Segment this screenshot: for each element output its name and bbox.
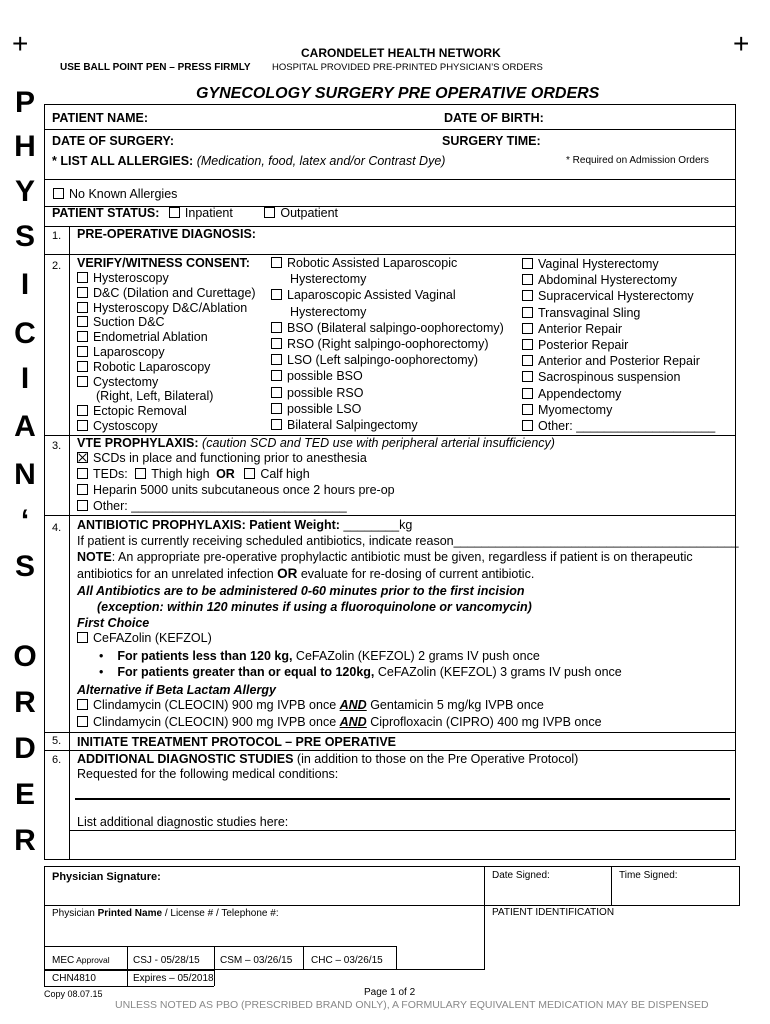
note-line-1: NOTE: An appropriate pre-operative prophylactic antibiotic must be given, regardless if patient is on therapeutic [77, 550, 693, 564]
consent-option[interactable] [271, 418, 418, 433]
consent-option-label: Sacrospinous suspension [538, 370, 681, 385]
required-note: * Required on Admission Orders [566, 155, 709, 166]
checkbox[interactable] [77, 302, 88, 313]
consent-option-label: (Right, Left, Bilateral) [96, 389, 214, 404]
clindamycin-cipro-option[interactable]: Clindamycin (CLEOCIN) 900 mg IVPB once AND Ciprofloxacin (CIPRO) 400 mg IVPB once [77, 715, 602, 730]
ted-option[interactable]: TEDs: Thigh high OR Calf high [77, 467, 310, 482]
date-signed-label: Date Signed: [492, 870, 550, 881]
printed-name-label: Physician Printed Name / License # / Telephone #: [52, 908, 279, 919]
consent-option-label: possible LSO [287, 401, 362, 416]
side-letter: S [14, 550, 35, 583]
checkbox[interactable] [244, 468, 255, 479]
pen-note: USE BALL POINT PEN – PRESS FIRMLY [60, 62, 251, 73]
status-outpatient[interactable]: Outpatient [264, 206, 338, 220]
consent-option[interactable] [522, 289, 694, 304]
consent-option[interactable] [522, 273, 677, 288]
dob-label: DATE OF BIRTH: [444, 111, 544, 125]
checkbox[interactable] [169, 207, 180, 218]
consent-option[interactable] [271, 386, 363, 401]
consent-option[interactable] [271, 369, 363, 384]
checkbox[interactable] [271, 419, 282, 430]
section-1-title: PRE-OPERATIVE DIAGNOSIS: [77, 227, 256, 241]
section-1-num: 1. [52, 230, 62, 242]
consent-option-label: Robotic Laparoscopy [93, 359, 211, 374]
checkbox[interactable] [77, 361, 88, 372]
side-letter: D [14, 732, 36, 765]
vte-other-option[interactable]: Other: _______________________________ [77, 499, 347, 514]
checkbox[interactable] [522, 290, 533, 301]
checkbox[interactable] [77, 420, 88, 431]
checkbox[interactable] [77, 484, 88, 495]
crop-mark-right: + [733, 28, 750, 59]
surgery-time-label: SURGERY TIME: [442, 134, 541, 148]
checkbox[interactable] [522, 388, 533, 399]
side-letter: P [14, 86, 35, 119]
consent-option[interactable] [77, 286, 256, 301]
note-line-2: antibiotics for an unrelated infection OR evaluate for re-dosing of current antibiotic. [77, 566, 535, 581]
checkbox[interactable] [271, 387, 282, 398]
consent-option-label: Hysterectomy [290, 272, 367, 287]
consent-option[interactable] [522, 257, 659, 272]
consent-option[interactable] [77, 301, 247, 316]
side-letter: H [14, 130, 36, 163]
heparin-option[interactable]: Heparin 5000 units subcutaneous once 2 hours pre-op [77, 483, 395, 498]
consent-option-label: Cystectomy [93, 374, 159, 389]
consent-option [77, 389, 213, 404]
consent-option[interactable] [77, 360, 210, 375]
consent-option [271, 272, 366, 287]
preprinted-note: HOSPITAL PROVIDED PRE-PRINTED PHYSICIAN’S ORDERS [272, 62, 543, 73]
consent-option[interactable] [77, 419, 158, 434]
cefazolin-bullet-2: • For patients greater than or equal to 120kg, CeFAZolin (KEFZOL) 3 grams IV push once [99, 665, 622, 679]
checkbox[interactable] [271, 338, 282, 349]
side-letter: E [14, 778, 35, 811]
consent-option[interactable] [271, 288, 456, 303]
section-3-num: 3. [52, 440, 62, 452]
consent-option[interactable] [77, 404, 187, 419]
physician-signature-label: Physician Signature: [52, 871, 161, 883]
checkbox[interactable] [271, 289, 282, 300]
copy-date: Copy 08.07.15 [44, 989, 103, 999]
mec-approval: MEC Approval [52, 955, 110, 966]
cefazolin-bullet-1: • For patients less than 120 kg, CeFAZolin (KEFZOL) 2 grams IV push once [99, 649, 540, 663]
consent-option[interactable] [77, 345, 165, 360]
checkbox[interactable] [522, 274, 533, 285]
checkbox[interactable] [53, 188, 64, 199]
consent-option-label: Vaginal Hysterectomy [538, 257, 659, 271]
side-letter: ‘ [20, 504, 30, 537]
consent-option-label: Hysterectomy [290, 304, 367, 319]
checkbox[interactable] [77, 500, 88, 511]
checkbox[interactable] [522, 323, 533, 334]
formulary-disclaimer: UNLESS NOTED AS PBO (PRESCRIBED BRAND ONLY), A FORMULARY EQUIVALENT MEDICATION MAY BE DISPENSED [115, 999, 709, 1011]
crop-mark-left: + [12, 28, 29, 59]
clindamycin-gentamicin-option[interactable]: Clindamycin (CLEOCIN) 900 mg IVPB once AND Gentamicin 5 mg/kg IVPB once [77, 698, 544, 713]
section-5-num: 5. [52, 735, 62, 747]
first-choice-label: First Choice [77, 616, 150, 630]
checkbox[interactable] [522, 339, 533, 350]
no-known-allergies[interactable]: No Known Allergies [53, 187, 177, 202]
consent-option[interactable] [77, 330, 208, 345]
side-letter: Y [14, 175, 35, 208]
side-letter: N [14, 458, 36, 491]
checkbox[interactable] [77, 716, 88, 727]
checkbox[interactable] [77, 632, 88, 643]
side-letter: R [14, 824, 36, 857]
consent-option-label: D&C (Dilation and Curettage) [93, 285, 256, 300]
consent-option-label: Ectopic Removal [93, 404, 187, 419]
section-5-title: INITIATE TREATMENT PROTOCOL – PRE OPERATIVE [77, 735, 397, 749]
consent-option[interactable] [77, 375, 158, 390]
checkbox[interactable] [77, 331, 88, 342]
network-name: CARONDELET HEALTH NETWORK [301, 46, 501, 60]
checkbox-checked[interactable] [77, 452, 88, 463]
checkbox[interactable] [522, 371, 533, 382]
time-signed-label: Time Signed: [619, 870, 678, 881]
checkbox[interactable] [522, 258, 533, 269]
csm-approval: CSM – 03/26/15 [220, 955, 293, 966]
checkbox[interactable] [77, 468, 88, 479]
checkbox[interactable] [77, 316, 88, 327]
csj-approval: CSJ - 05/28/15 [133, 955, 200, 966]
form-title: GYNECOLOGY SURGERY PRE OPERATIVE ORDERS [196, 85, 600, 102]
cefazolin-option[interactable]: CeFAZolin (KEFZOL) [77, 631, 212, 646]
section-6-num: 6. [52, 754, 62, 766]
status-inpatient[interactable]: Inpatient [169, 206, 233, 220]
consent-option-label: Supracervical Hysterectomy [538, 289, 694, 304]
checkbox[interactable] [271, 257, 282, 268]
checkbox[interactable] [77, 272, 88, 283]
consent-option[interactable] [522, 370, 680, 385]
consent-option-label: Laparoscopy [93, 345, 165, 359]
side-letter: C [14, 317, 36, 350]
consent-option-label: Laparoscopic Assisted Vaginal [287, 288, 456, 303]
side-letter: I [20, 362, 30, 395]
consent-option[interactable] [522, 338, 628, 353]
consent-option[interactable] [271, 353, 478, 368]
side-letter: R [14, 686, 36, 719]
consent-option[interactable] [271, 256, 457, 271]
side-letter: I [20, 268, 30, 301]
side-letter: S [14, 220, 35, 253]
consent-option-label: LSO (Left salpingo-oophorectomy) [287, 353, 479, 368]
consent-option[interactable] [77, 271, 169, 286]
checkbox[interactable] [77, 376, 88, 387]
consent-option-label: Cystoscopy [93, 419, 158, 433]
page-indicator: Page 1 of 2 [364, 987, 416, 998]
checkbox[interactable] [522, 307, 533, 318]
checkbox[interactable] [271, 370, 282, 381]
section-3-title-row: VTE PROPHYLAXIS: (caution SCD and TED use with peripheral arterial insufficiency) [77, 436, 555, 450]
section-4-title-row: ANTIBIOTIC PROPHYLAXIS: Patient Weight: ________kg [77, 518, 413, 532]
consent-option-label: possible RSO [287, 385, 364, 400]
section-6-title-row: ADDITIONAL DIAGNOSTIC STUDIES (in addition to those on the Pre Operative Protocol) [77, 752, 579, 766]
expires-date: Expires – 05/2018 [133, 973, 214, 984]
checkbox[interactable] [271, 354, 282, 365]
current-antibiotics: If patient is currently receiving scheduled antibiotics, indicate reason_________________________________________ [77, 534, 739, 548]
consent-option-label: Myomectomy [538, 402, 613, 417]
consent-option[interactable] [522, 354, 700, 369]
consent-option-label: Abdominal Hysterectomy [538, 273, 677, 288]
consent-option-label: Robotic Assisted Laparoscopic [287, 256, 458, 270]
checkbox[interactable] [522, 355, 533, 366]
consent-option[interactable] [522, 403, 612, 418]
patient-name-label: PATIENT NAME: [52, 111, 149, 125]
side-letter: O [13, 640, 37, 673]
section-2-title: VERIFY/WITNESS CONSENT: [77, 256, 250, 270]
consent-option [271, 305, 366, 320]
consent-option[interactable] [77, 315, 165, 330]
consent-option[interactable] [271, 321, 504, 336]
patient-identification-label: PATIENT IDENTIFICATION [492, 907, 615, 918]
consent-option-label: Other: ____________________ [538, 419, 716, 433]
consent-option-label: Appendectomy [538, 386, 622, 401]
consent-option-label: possible BSO [287, 369, 363, 384]
consent-option-label: BSO (Bilateral salpingo-oophorectomy) [287, 320, 504, 335]
checkbox[interactable] [77, 287, 88, 298]
consent-option[interactable] [522, 387, 621, 402]
section-4-num: 4. [52, 522, 62, 534]
consent-option-label: Hysteroscopy D&C/Ablation [93, 300, 248, 315]
checkbox[interactable] [271, 403, 282, 414]
checkbox[interactable] [135, 468, 146, 479]
consent-option-label: Anterior and Posterior Repair [538, 354, 700, 369]
exception-note: (exception: within 120 minutes if using a fluoroquinolone or vancomycin) [97, 600, 532, 614]
section-2-num: 2. [52, 260, 62, 272]
allergies-row: * LIST ALL ALLERGIES: (Medication, food, latex and/or Contrast Dye) [52, 154, 446, 168]
checkbox[interactable] [77, 699, 88, 710]
consent-option-label: Hysteroscopy [93, 271, 169, 285]
checkbox[interactable] [522, 404, 533, 415]
consent-option-label: Suction D&C [93, 315, 165, 330]
list-studies-label: List additional diagnostic studies here: [77, 815, 289, 829]
all-antibiotics-note: All Antibiotics are to be administered 0-60 minutes prior to the first incision [77, 584, 525, 598]
consent-option-label: Transvaginal Sling [538, 305, 641, 320]
chn-code: CHN4810 [52, 973, 96, 984]
checkbox[interactable] [271, 322, 282, 333]
consent-option-label: Bilateral Salpingectomy [287, 418, 418, 432]
surgery-date-label: DATE OF SURGERY: [52, 134, 174, 148]
side-letter: A [14, 410, 36, 443]
consent-option[interactable] [271, 337, 488, 352]
consent-option-label: Posterior Repair [538, 338, 629, 352]
requested-conditions: Requested for the following medical conditions: [77, 767, 339, 781]
consent-option[interactable] [522, 306, 640, 321]
scd-option[interactable]: SCDs in place and functioning prior to anesthesia [77, 451, 367, 466]
checkbox[interactable] [77, 346, 88, 357]
checkbox[interactable] [522, 420, 533, 431]
checkbox[interactable] [264, 207, 275, 218]
checkbox[interactable] [77, 405, 88, 416]
consent-option-label: Anterior Repair [538, 321, 623, 336]
consent-option-label: Endometrial Ablation [93, 330, 208, 345]
consent-option[interactable] [522, 322, 622, 337]
consent-option-label: RSO (Right salpingo-oophorectomy) [287, 337, 489, 351]
chc-approval: CHC – 03/26/15 [311, 955, 383, 966]
patient-status-row: PATIENT STATUS: Inpatient Outpatient [52, 206, 339, 220]
consent-option[interactable] [271, 402, 361, 417]
alternative-label: Alternative if Beta Lactam Allergy [77, 683, 276, 697]
consent-option[interactable] [522, 419, 715, 434]
